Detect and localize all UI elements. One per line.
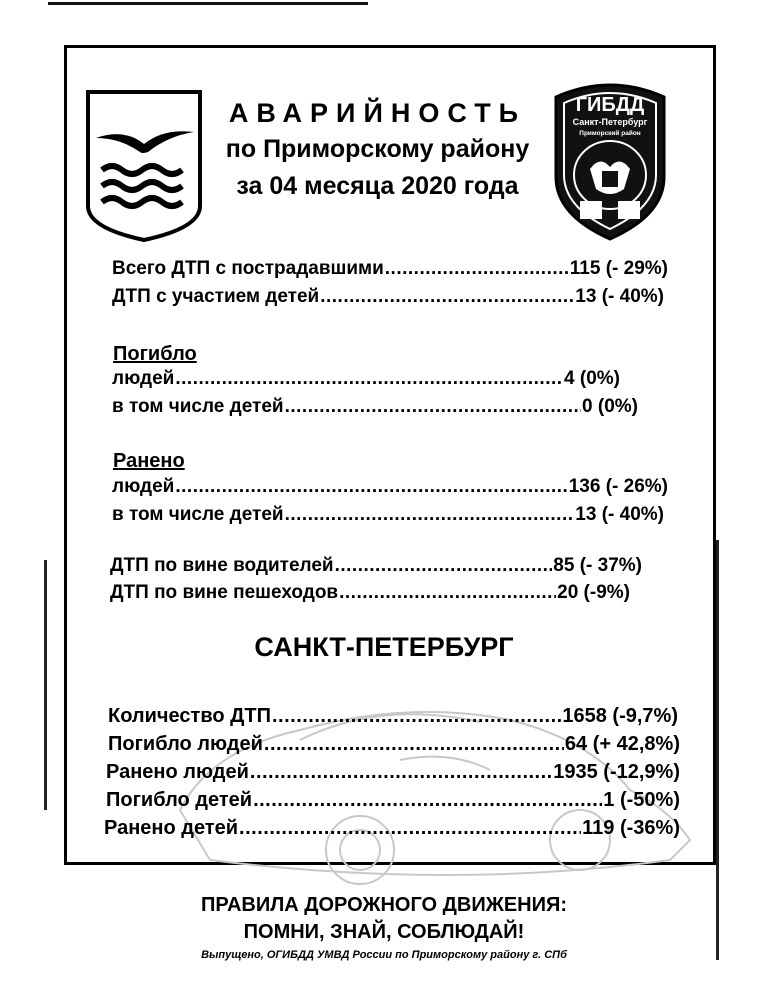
stat-value: 1 (-50%) [603, 789, 680, 811]
leader-dots [264, 733, 564, 756]
stat-value: 85 (- 37%) [553, 555, 642, 576]
footer-publisher: Выпущено, ОГИБДД УМВД России по Приморскому району г. СПб [201, 949, 567, 961]
title-period: за 04 месяца 2020 года [236, 172, 519, 200]
spb-section-title: САНКТ-ПЕТЕРБУРГ [254, 632, 514, 662]
stat-label: ДТП с участием детей [112, 286, 320, 307]
gibdd-badge-icon [550, 77, 670, 243]
scan-edge-top [48, 2, 368, 5]
stat-value: 0 (0%) [582, 396, 638, 417]
stat-label: людей [112, 368, 175, 389]
leader-dots [385, 258, 569, 280]
spb-row [108, 705, 678, 733]
stat-value: 20 (-9%) [557, 582, 630, 603]
spb-row [108, 733, 680, 761]
stat-row-injured-children [112, 504, 664, 532]
stat-row-pedestrians [110, 582, 630, 610]
stat-value: 1658 (-9,7%) [562, 705, 678, 727]
stat-row-drivers [110, 555, 642, 583]
stat-row-total [112, 258, 668, 286]
stat-row-injured-people [112, 476, 668, 504]
leader-dots [339, 582, 556, 604]
stat-label: Погибло детей [106, 789, 253, 811]
leader-dots [272, 705, 561, 728]
heading-killed: Погибло [113, 343, 197, 365]
stat-label: людей [112, 476, 175, 497]
leader-dots [320, 286, 574, 308]
stat-value: 119 (-36%) [582, 817, 680, 839]
title-district: по Приморскому району [225, 135, 530, 163]
stat-label: в том числе детей [112, 396, 284, 417]
stat-label: в том числе детей [112, 504, 284, 525]
footer-slogan-line1: ПРАВИЛА ДОРОЖНОГО ДВИЖЕНИЯ: [200, 894, 568, 916]
spb-row [106, 761, 680, 789]
scan-edge-left [44, 560, 47, 810]
stat-label: Ранено детей [104, 817, 239, 839]
spb-row [104, 817, 680, 845]
leader-dots [250, 761, 552, 784]
badge-city: Санкт-Петербург [572, 117, 648, 127]
stat-label: ДТП по вине пешеходов [110, 582, 339, 603]
footer-slogan-line2: ПОМНИ, ЗНАЙ, СОБЛЮДАЙ! [243, 921, 525, 943]
stat-value: 4 (0%) [564, 368, 620, 389]
stat-value: 136 (- 26%) [568, 476, 668, 497]
stat-value: 13 (- 40%) [575, 504, 664, 525]
leader-dots [239, 817, 581, 840]
stat-value: 1935 (-12,9%) [553, 761, 680, 783]
spb-row [106, 789, 680, 817]
badge-district: Приморский район [579, 130, 641, 137]
stat-label: Количество ДТП [108, 705, 271, 727]
stat-row-killed-children [112, 396, 638, 424]
stat-label: Ранено людей [106, 761, 249, 783]
leader-dots [285, 504, 575, 526]
leader-dots [175, 476, 567, 498]
title-main: АВАРИЙНОСТЬ [228, 98, 527, 128]
poster-title [205, 95, 550, 205]
stat-label: Всего ДТП с пострадавшими [112, 258, 384, 279]
leader-dots [253, 789, 602, 812]
stat-row-children [112, 286, 664, 314]
leader-dots [335, 555, 553, 577]
stat-value: 115 (- 29%) [569, 258, 668, 279]
stat-value: 13 (- 40%) [575, 286, 664, 307]
badge-agency: ГИБДД [575, 94, 645, 116]
district-coat-of-arms-icon [84, 88, 204, 244]
leader-dots [285, 396, 581, 418]
stat-label: ДТП по вине водителей [110, 555, 334, 576]
leader-dots [175, 368, 563, 390]
heading-injured: Ранено [113, 450, 185, 472]
stat-label: Погибло людей [108, 733, 263, 755]
stat-row-killed-people [112, 368, 620, 396]
stat-value: 64 (+ 42,8%) [564, 733, 680, 755]
